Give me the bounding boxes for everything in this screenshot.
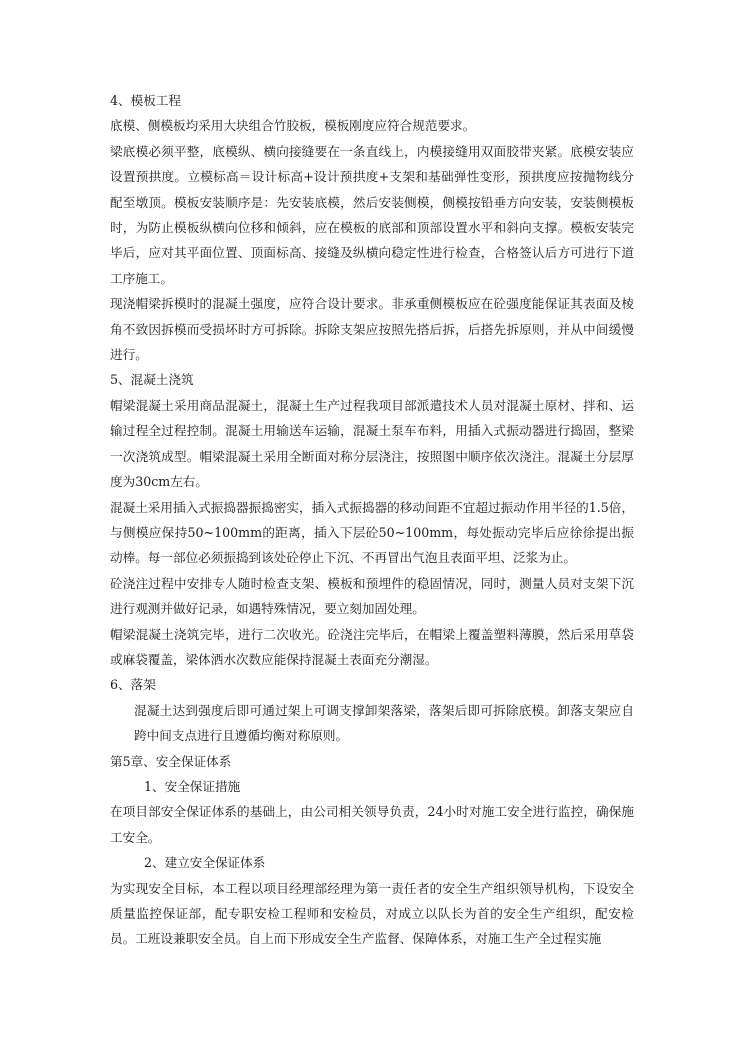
paragraph-pouring-inspection: 砼浇注过程中安排专人随时检查支架、模板和预埋件的稳固情况，同时，测量人员对支架下沉进行观测并做好记录，如遇特殊情况，要立刻加固处理。 [110,575,634,617]
paragraph-formwork-removal: 现浇帽梁拆模时的混凝土强度，应符合设计要求。非承重侧模板应在砼强度能保证其表面及棱角不致因拆模而受损坏时方可拆除。拆除支架应按照先搭后拆，后搭先拆原则，并从中间缓慢进行。 [110,296,634,363]
document-page [110,88,634,952]
paragraph-formwork-installation: 梁底模必须平整，底模纵、横向接缝要在一条直线上，内模接缝用双面胶带夹紧。底模安装应设置预拱度。立模标高＝设计标高+设计预拱度+支架和基础弹性变形，预拱度应按抛物线分配至墩顶。模板安装顺序是：先安装底模，然后安装侧模，侧模按铅垂方向安装，安装侧模板时，为防止模板纵横向位移和倾斜，应在模板的底部和顶部设置水平和斜向支撑。模板安装完毕后，应对其平面位置、顶面标高、接缝及纵横向稳定性进行检查，合格签认后方可进行下道工序施工。 [110,143,634,286]
subheading-safety-system: 2、建立安全保证体系 [144,855,266,871]
paragraph-concrete-supply: 帽梁混凝土采用商品混凝土，混凝土生产过程我项目部派遣技术人员对混凝土原材、拌和、运输过程全过程控制。混凝土用输送车运输，混凝土泵车布料，用插入式振动器进行捣固，整梁一次浇筑成型。帽梁混凝土采用全断面对称分层浇注，按照图中顺序依次浇注。混凝土分层厚度为30cm左右。 [110,397,634,490]
chapter-heading-safety: 第5章、安全保证体系 [110,753,232,769]
paragraph-unloading: 混凝土达到强度后即可通过架上可调支撑卸架落梁，落架后即可拆除底模。卸落支架应自跨中间支点进行且遵循均衡对称原则。 [134,702,634,744]
paragraph-curing: 帽梁混凝土浇筑完毕，进行二次收光。砼浇注完毕后，在帽梁上覆盖塑料薄膜，然后采用草袋或麻袋覆盖，梁体洒水次数应能保持混凝土表面充分潮湿。 [110,626,634,667]
subheading-safety-measures: 1、安全保证措施 [144,778,241,794]
paragraph-formwork-material: 底模、侧模板均采用大块组合竹胶板，模板刚度应符合规范要求。 [110,118,476,134]
paragraph-safety-system: 为实现安全目标，本工程以项目经理部经理为第一责任者的安全生产组织领导机构，下设安全质量监控保证部，配专职安检工程师和安检员，对成立以队长为首的安全生产组织，配安检员。工班设兼职安全员。自上而下形成安全生产监督、保障体系，对施工生产全过程实施 [110,880,634,947]
section-heading-unloading: 6、落架 [110,677,156,693]
paragraph-safety-measures: 在项目部安全保证体系的基础上，由公司相关领导负责，24小时对施工安全进行监控，确保施工安全。 [110,804,634,845]
section-heading-concrete-pouring: 5、混凝土浇筑 [110,372,194,388]
paragraph-concrete-vibration: 混凝土采用插入式振捣器振捣密实，插入式振捣器的移动间距不宜超过振动作用半径的1.5倍，与侧模应保持50~100mm的距离，插入下层砼50~100mm，每处振动完毕后应徐徐提出振动棒。每一部位必须振捣到该处砼停止下沉、不再冒出气泡且表面平坦、泛浆为止。 [110,499,634,566]
section-heading-formwork: 4、模板工程 [110,93,181,108]
